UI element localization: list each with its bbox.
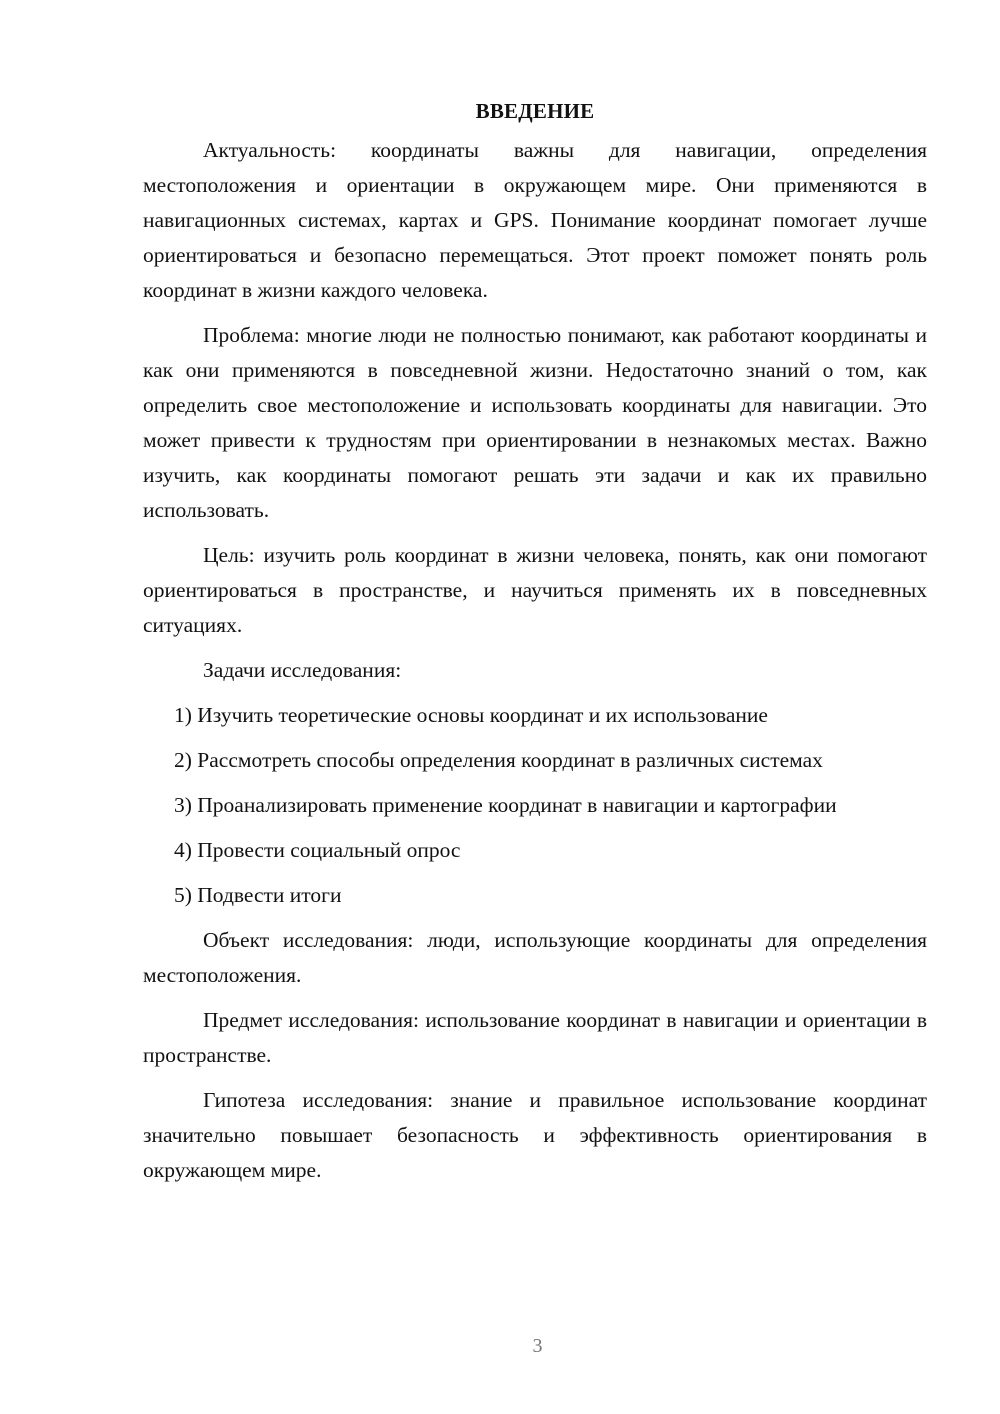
tasks-heading: Задачи исследования: (203, 658, 402, 682)
task-item-1: 1) Изучить теоретические основы координат и их использование (174, 703, 768, 727)
goal-paragraph: Цель: изучить роль координат в жизни человека, понять, как они помогают ориентироваться в пространстве, и научиться применять их в повседневных ситуациях. (143, 543, 927, 637)
problem-paragraph: Проблема: многие люди не полностью понимают, как работают координаты и как они применяются в повседневной жизни. Недостаточно знаний о том, как определить свое местоположение и использовать координаты для навигации. Это может привести к трудностям при ориентировании в незнакомых местах. Важно изучить, как координаты помогают решать эти задачи и как их правильно использовать. (143, 323, 927, 522)
subject-paragraph: Предмет исследования: использование координат в навигации и ориентации в пространстве. (143, 1008, 927, 1067)
section-title: ВВЕДЕНИЕ (475, 99, 595, 123)
object-paragraph: Объект исследования: люди, использующие координаты для определения местоположения. (143, 928, 927, 987)
task-item-4: 4) Провести социальный опрос (174, 838, 461, 862)
task-item-2: 2) Рассмотреть способы определения координат в различных системах (174, 748, 823, 772)
page-content (143, 97, 927, 1198)
task-item-3: 3) Проанализировать применение координат в навигации и картографии (174, 793, 837, 817)
hypothesis-paragraph: Гипотеза исследования: знание и правильное использование координат значительно повышает безопасность и эффективность ориентирования в окружающем мире. (143, 1088, 927, 1182)
task-item-5: 5) Подвести итоги (174, 883, 342, 907)
page-number: 3 (532, 1335, 543, 1357)
relevance-paragraph: Актуальность: координаты важны для навигации, определения местоположения и ориентации в окружающем мире. Они применяются в навигационных системах, картах и GPS. Понимание координат помогает лучше ориентироваться и безопасно перемещаться. Этот проект поможет понять роль координат в жизни каждого человека. (143, 138, 927, 302)
